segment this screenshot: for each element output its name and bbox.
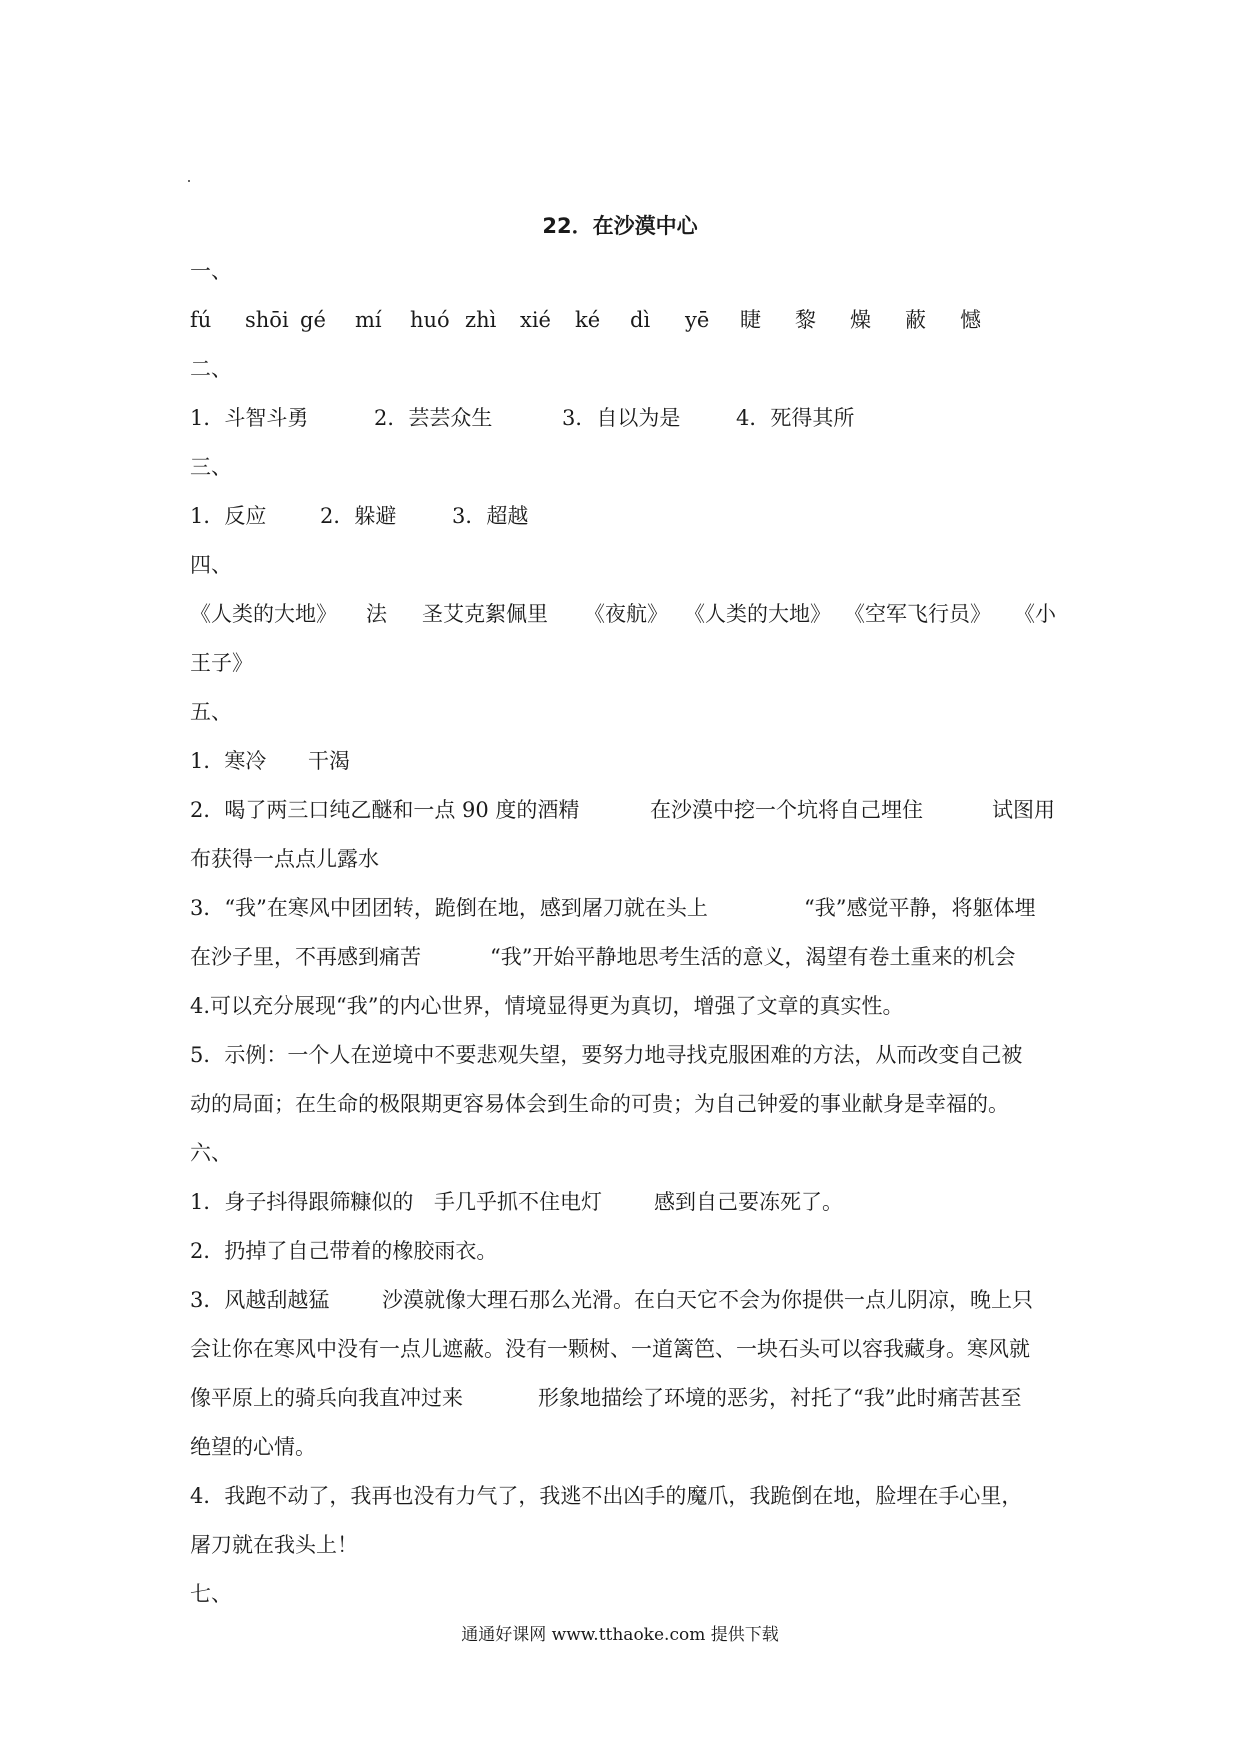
- character-item: 睫: [740, 308, 761, 332]
- answer-item: 4．死得其所: [736, 406, 855, 430]
- page-title: 22．在沙漠中心: [542, 214, 698, 238]
- character-item: 憾: [960, 308, 981, 332]
- answer-item: 法: [366, 602, 387, 626]
- section-6-q3-line-2: 会让你在寒风中没有一点儿遮蔽。没有一颗树、一道篱笆、一块石头可以容我藏身。寒风就: [190, 1337, 1030, 1361]
- answer-item: 在沙子里，不再感到痛苦: [190, 945, 421, 969]
- answer-item: 《空军飞行员》: [844, 602, 991, 626]
- section-2-answers: [190, 394, 1060, 443]
- answer-content: [190, 247, 1060, 1619]
- section-6-q4-line-2: 屠刀就在我头上！: [190, 1533, 358, 1557]
- answer-item: 2．喝了两三口纯乙醚和一点 90 度的酒精: [190, 798, 580, 822]
- section-4-heading: 四、: [190, 553, 232, 577]
- section-3-answers: [190, 492, 1060, 541]
- character-item: 黎: [795, 308, 816, 332]
- answer-item: 试图用: [992, 798, 1055, 822]
- answer-item: 《人类的大地》: [684, 602, 831, 626]
- section-2-heading: 二、: [190, 357, 232, 381]
- answer-item: 1．斗智斗勇: [190, 406, 309, 430]
- pinyin-item: xié: [520, 308, 551, 332]
- pinyin-item: ké: [575, 308, 601, 332]
- answer-item: 3．超越: [452, 504, 529, 528]
- answer-item: 干渴: [308, 749, 350, 773]
- section-6-q3-line-3: [190, 1374, 1060, 1423]
- answer-item: 2．芸芸众生: [374, 406, 493, 430]
- section-5-heading: 五、: [190, 700, 232, 724]
- answer-item: 圣艾克絮佩里: [422, 602, 548, 626]
- section-5-q1: [190, 737, 1060, 786]
- answer-item: 1．反应: [190, 504, 267, 528]
- pinyin-item: mí: [355, 308, 382, 332]
- answer-item: 1．寒冷: [190, 749, 267, 773]
- character-item: 蔽: [905, 308, 926, 332]
- answer-item: 手几乎抓不住电灯: [434, 1190, 602, 1214]
- answer-item: 《夜航》: [584, 602, 668, 626]
- answer-item: 3．风越刮越猛: [190, 1288, 330, 1312]
- scan-speck: [188, 180, 190, 182]
- section-4-line-1: [190, 590, 1060, 639]
- section-6-q3-line-4: 绝望的心情。: [190, 1435, 316, 1459]
- section-5-q2-line-1: [190, 786, 1060, 835]
- section-6-q1: [190, 1178, 1060, 1227]
- answer-item: “我”开始平静地思考生活的意义，渴望有卷土重来的机会: [490, 945, 1016, 969]
- answer-item: 在沙漠中挖一个坑将自己埋住: [650, 798, 923, 822]
- page-footer: 通通好课网 www.tthaoke.com 提供下载: [461, 1625, 779, 1645]
- answer-item: 3．自以为是: [562, 406, 681, 430]
- pinyin-item: fú: [190, 308, 212, 332]
- answer-item: 沙漠就像大理石那么光滑。在白天它不会为你提供一点儿阴凉，晚上只: [382, 1288, 1033, 1312]
- answer-item: 3．“我”在寒风中团团转，跪倒在地，感到屠刀就在头上: [190, 896, 708, 920]
- section-5-q5-line-2: 动的局面；在生命的极限期更容易体会到生命的可贵；为自己钟爱的事业献身是幸福的。: [190, 1092, 1009, 1116]
- section-5-q2-line-2: 布获得一点点儿露水: [190, 847, 379, 871]
- pinyin-item: gé: [300, 308, 326, 332]
- section-5-q3-line-2: [190, 933, 1060, 982]
- section-1-heading: 一、: [190, 259, 232, 283]
- answer-item: “我”感觉平静，将躯体埋: [804, 896, 1036, 920]
- section-6-q3-line-1: [190, 1276, 1060, 1325]
- section-6-q2: 2．扔掉了自己带着的橡胶雨衣。: [190, 1239, 498, 1263]
- section-5-q3-line-1: [190, 884, 1060, 933]
- section-5-q4: 4.可以充分展现“我”的内心世界，情境显得更为真切，增强了文章的真实性。: [190, 994, 904, 1018]
- answer-item: 《小: [1014, 602, 1056, 626]
- pinyin-item: shōi: [245, 308, 289, 332]
- answer-item: 形象地描绘了环境的恶劣，衬托了“我”此时痛苦甚至: [538, 1386, 1022, 1410]
- section-4-line-2: 王子》: [190, 651, 253, 675]
- answer-item: 《人类的大地》: [190, 602, 337, 626]
- answer-item: 像平原上的骑兵向我直冲过来: [190, 1386, 463, 1410]
- section-5-q5-line-1: 5．示例：一个人在逆境中不要悲观失望，要努力地寻找克服困难的方法，从而改变自己被: [190, 1043, 1023, 1067]
- answer-item: 感到自己要冻死了。: [654, 1190, 843, 1214]
- character-item: 燥: [850, 308, 871, 332]
- pinyin-item: dì: [630, 308, 651, 332]
- pinyin-item: zhì: [465, 308, 497, 332]
- section-6-heading: 六、: [190, 1141, 232, 1165]
- pinyin-item: yē: [685, 308, 710, 332]
- section-1-pinyin-row: [190, 296, 1060, 345]
- section-3-heading: 三、: [190, 455, 232, 479]
- answer-item: 2．躲避: [320, 504, 397, 528]
- section-6-q4-line-1: 4．我跑不动了，我再也没有力气了，我逃不出凶手的魔爪，我跪倒在地，脸埋在手心里，: [190, 1484, 1023, 1508]
- answer-item: 1．身子抖得跟筛糠似的: [190, 1190, 414, 1214]
- pinyin-item: huó: [410, 308, 450, 332]
- section-7-heading: 七、: [190, 1582, 232, 1606]
